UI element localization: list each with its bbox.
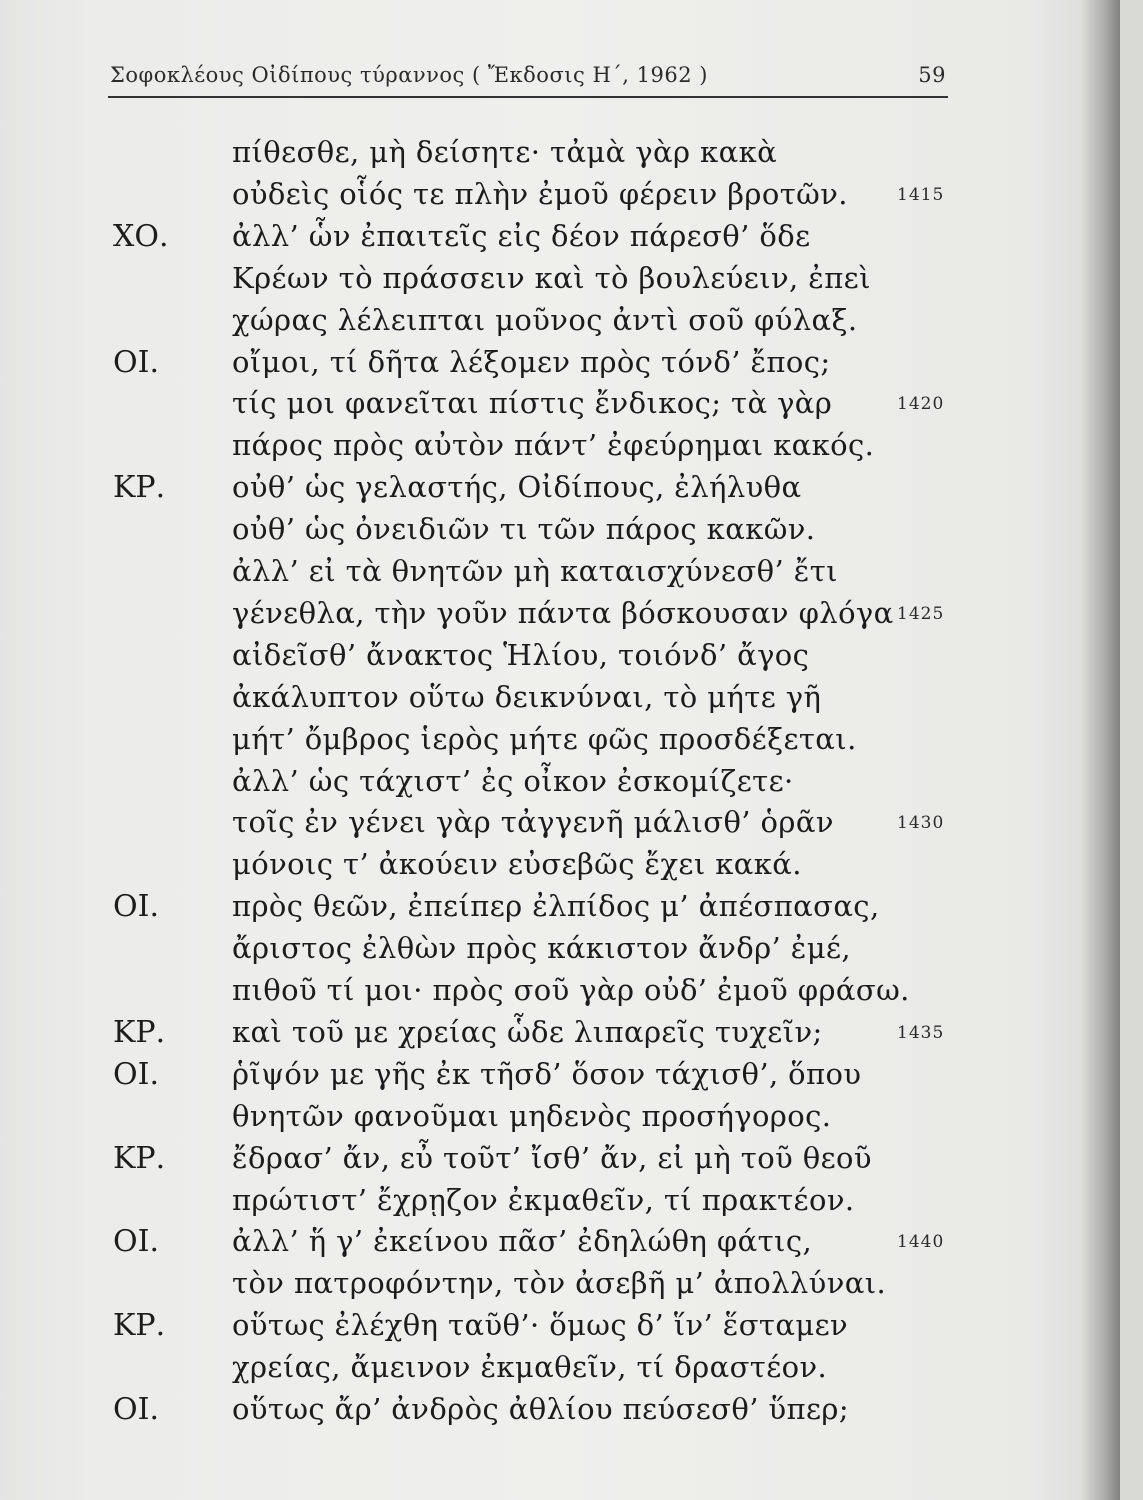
- verse-line: [0, 1306, 1143, 1350]
- verse-text: ἄριστος ἐλθὼν πρὸς κάκιστον ἄνδρ’ ἐμέ,: [232, 931, 852, 966]
- verse-line: [0, 678, 1143, 722]
- verse-line: [0, 803, 1143, 847]
- verse-line: [0, 1264, 1143, 1308]
- verse-text: οὐδεὶς οἷός τε πλὴν ἐμοῦ φέρειν βροτῶν.: [232, 176, 848, 211]
- verse-line: [0, 1181, 1143, 1225]
- verse-text: πρώτιστ’ ἔχρῃζον ἐκμαθεῖν, τί πρακτέον.: [232, 1182, 855, 1217]
- speaker-label: ΚΡ.: [113, 1014, 166, 1050]
- verse-text: Κρέων τὸ πράσσειν καὶ τὸ βουλεύειν, ἐπεὶ: [232, 260, 871, 295]
- verse-text: τοῖς ἐν γένει γὰρ τἀγγενῆ μάλισθ’ ὁρᾶν: [232, 805, 834, 840]
- verse-text: οἴμοι, τί δῆτα λέξομεν πρὸς τόνδ’ ἔπος;: [232, 344, 831, 379]
- verse-line: [0, 468, 1143, 512]
- line-number: 1415: [897, 184, 945, 205]
- verse-text: πίθεσθε, μὴ δείσητε· τἀμὰ γὰρ κακὰ: [232, 135, 778, 169]
- verse-text: ἀλλ’ ὧν ἐπαιτεῖς εἰς δέον πάρεσθ’ ὅδε: [232, 218, 811, 253]
- speaker-label: ΟΙ.: [113, 344, 159, 380]
- verse-line: [0, 510, 1143, 554]
- line-number: 1420: [897, 394, 945, 415]
- verse-text: καὶ τοῦ με χρείας ὧδε λιπαρεῖς τυχεῖν;: [232, 1014, 823, 1049]
- verse-text: ῥῖψόν με γῆς ἐκ τῆσδ’ ὅσον τάχισθ’, ὅπου: [232, 1056, 862, 1091]
- speaker-label: ΟΙ.: [113, 1056, 159, 1092]
- verse-text: ἀλλ’ εἰ τὰ θνητῶν μὴ καταισχύνεσθ’ ἔτι: [232, 554, 838, 588]
- verse-line: [0, 552, 1143, 596]
- verse-line: [0, 720, 1143, 764]
- verse-text: πάρος πρὸς αὐτὸν πάντ’ ἐφεύρημαι κακός.: [232, 428, 875, 463]
- line-number: 1440: [897, 1232, 945, 1253]
- verse-line: [0, 259, 1143, 303]
- speaker-label: ΚΡ.: [113, 1308, 166, 1344]
- speaker-label: ΟΙ.: [113, 1224, 159, 1260]
- verse-text: πρὸς θεῶν, ἐπείπερ ἐλπίδος μ’ ἀπέσπασας,: [232, 889, 880, 924]
- verse-line: [0, 594, 1143, 638]
- line-number: 1435: [897, 1022, 945, 1043]
- verse-line: [0, 343, 1143, 387]
- verse-line: [0, 971, 1143, 1015]
- verse-line: [0, 1390, 1143, 1434]
- verse-line: [0, 887, 1143, 931]
- line-number: 1425: [897, 603, 945, 624]
- verse-text: ἀλλ’ ἥ γ’ ἐκείνου πᾶσ’ ἐδηλώθη φάτις,: [232, 1224, 813, 1259]
- verse-line: [0, 217, 1143, 261]
- speaker-label: ΧΟ.: [113, 218, 169, 254]
- verse-line: [0, 636, 1143, 680]
- verse-text: χρείας, ἄμεινον ἐκμαθεῖν, τί δραστέον.: [232, 1350, 828, 1385]
- verse-line: [0, 426, 1143, 470]
- verse-line: [0, 929, 1143, 973]
- speaker-label: ΚΡ.: [113, 470, 166, 506]
- verse-line: [0, 133, 1143, 177]
- verse-text: μόνοις τ’ ἀκούειν εὐσεβῶς ἔχει κακά.: [232, 847, 802, 882]
- verse-text: πιθοῦ τί μοι· πρὸς σοῦ γὰρ οὐδ’ ἐμοῦ φράσω.: [232, 973, 910, 1007]
- verse-line: [0, 1348, 1143, 1392]
- verse-text: οὕτως ἄρ’ ἀνδρὸς ἀθλίου πεύσεσθ’ ὕπερ;: [232, 1392, 850, 1426]
- verse-line: [0, 1055, 1143, 1099]
- verse-line: [0, 1222, 1143, 1266]
- verse-text: οὕτως ἐλέχθη ταῦθ’· ὅμως δ’ ἵν’ ἕσταμεν: [232, 1308, 849, 1343]
- verse-text: αἰδεῖσθ’ ἄνακτος Ἡλίου, τοιόνδ’ ἄγος: [232, 637, 810, 672]
- verse-text: ἔδρασ’ ἄν, εὖ τοῦτ’ ἴσθ’ ἄν, εἰ μὴ τοῦ θεοῦ: [232, 1140, 872, 1175]
- verse-line: [0, 1097, 1143, 1141]
- verse-line: [0, 301, 1143, 345]
- verse-text: ἀλλ’ ὡς τάχιστ’ ἐς οἶκον ἐσκομίζετε·: [232, 763, 794, 798]
- verse-text: τίς μοι φανεῖται πίστις ἔνδικος; τὰ γὰρ: [232, 386, 833, 421]
- verse-line: [0, 384, 1143, 428]
- verse-line: [0, 762, 1143, 806]
- verse-line: [0, 845, 1143, 889]
- verse-line: [0, 1139, 1143, 1183]
- speaker-label: ΟΙ.: [113, 889, 159, 925]
- line-number: 1430: [897, 813, 945, 834]
- verse-text: ἀκάλυπτον οὕτω δεικνύναι, τὸ μήτε γῆ: [232, 679, 822, 714]
- verse-text: γένεθλα, τὴν γοῦν πάντα βόσκουσαν φλόγα: [232, 595, 894, 630]
- running-title: Σοφοκλέους Οἰδίπους τύραννος ( Ἔκδοσις Η΄, 1962 ): [110, 63, 708, 87]
- page-number: 59: [918, 63, 946, 87]
- verse-line: [0, 175, 1143, 219]
- verse-text: θνητῶν φανοῦμαι μηδενὸς προσήγορος.: [232, 1098, 832, 1133]
- verse-text: οὐθ’ ὡς ὀνειδιῶν τι τῶν πάρος κακῶν.: [232, 512, 816, 547]
- verse-text: τὸν πατροφόντην, τὸν ἀσεβῆ μ’ ἀπολλύναι.: [232, 1266, 887, 1301]
- speaker-label: ΚΡ.: [113, 1140, 166, 1176]
- verse-text: μήτ’ ὄμβρος ἱερὸς μήτε φῶς προσδέξεται.: [232, 721, 857, 756]
- verse-line: [0, 1013, 1143, 1057]
- verse-text: οὐθ’ ὡς γελαστής, Οἰδίπους, ἐλήλυθα: [232, 470, 802, 505]
- speaker-label: ΟΙ.: [113, 1392, 159, 1427]
- verse-text: χώρας λέλειπται μοῦνος ἀντὶ σοῦ φύλαξ.: [232, 302, 858, 337]
